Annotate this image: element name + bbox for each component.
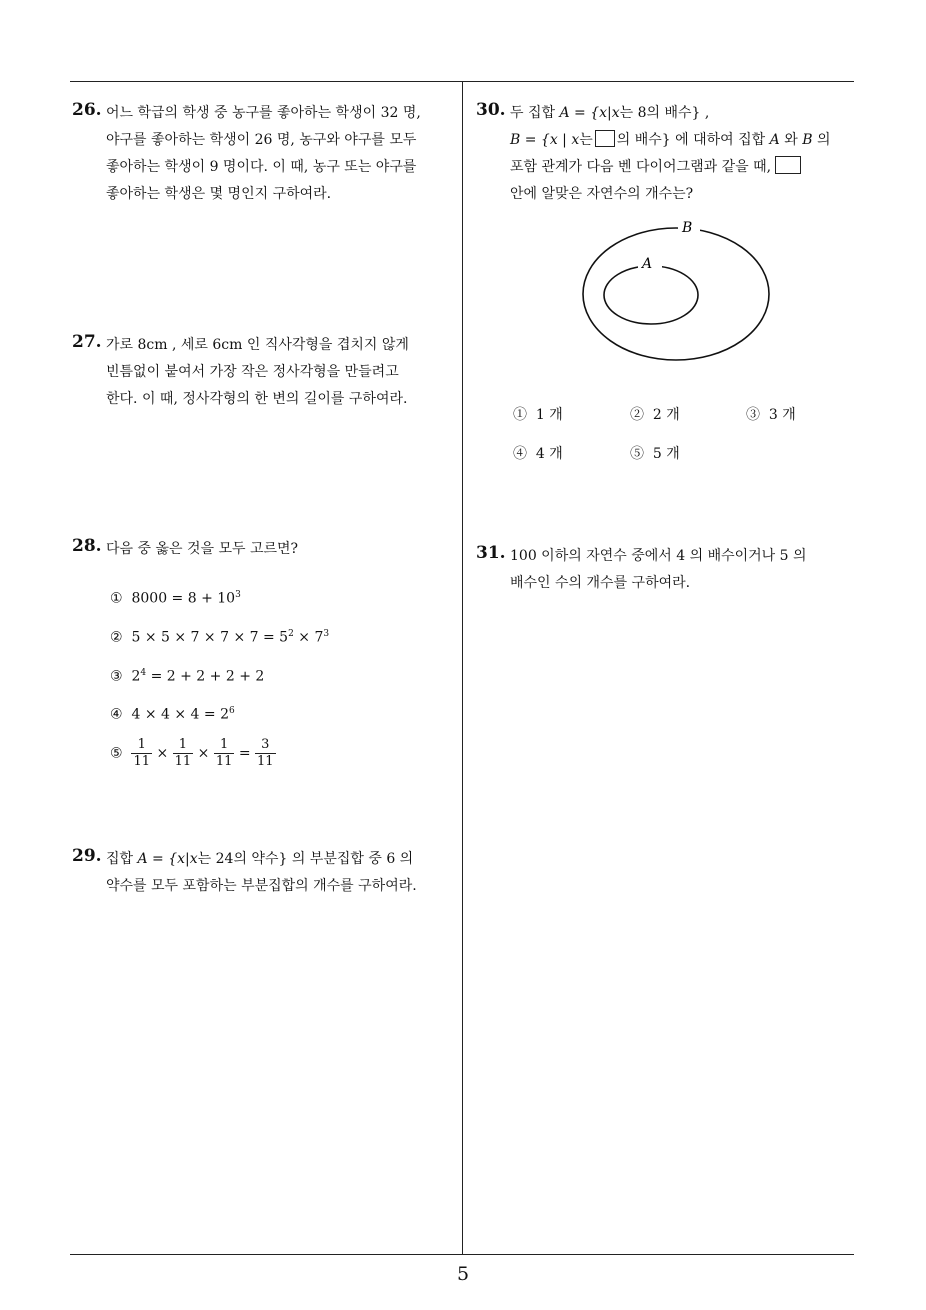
question-number: 31. bbox=[476, 543, 506, 563]
text-line: 다음 중 옳은 것을 모두 고르면? bbox=[106, 541, 299, 557]
text-line: 배수인 수의 개수를 구하여라. bbox=[510, 575, 691, 591]
question-text bbox=[106, 332, 409, 413]
set-a-ellipse bbox=[604, 266, 698, 324]
text-line: 가로 8cm , 세로 6cm 인 직사각형을 겹치지 않게 bbox=[106, 337, 409, 353]
question-text bbox=[106, 846, 417, 900]
option-2: ② $5 \times 5 \times 7 \times 7 \times 7 = 5^2 \times 7^3$ bbox=[110, 629, 330, 646]
question-number: 29. bbox=[72, 846, 102, 866]
choice-5: ⑤ 5 개 bbox=[630, 446, 680, 462]
text-line: 집합 A = {x|x는 24의 약수} 의 부분집합 중 6 의 bbox=[106, 851, 414, 867]
choice-1: ① 1 개 bbox=[513, 407, 563, 423]
text-line: 빈틈없이 붙여서 가장 작은 정사각형을 만들려고 bbox=[106, 364, 399, 380]
text-line: 한다. 이 때, 정사각형의 한 변의 길이를 구하여라. bbox=[106, 391, 408, 407]
column-divider bbox=[462, 82, 463, 1254]
venn-diagram bbox=[578, 214, 778, 368]
fraction: $\frac{1}{11}$ bbox=[133, 737, 151, 769]
text-line: 좋아하는 학생이 9 명이다. 이 때, 농구 또는 야구를 bbox=[106, 159, 417, 175]
text-line: 두 집합 A = {x|x는 8의 배수} , bbox=[510, 105, 710, 121]
question-number: 28. bbox=[72, 536, 102, 556]
text-line: 안에 알맞은 자연수의 개수는? bbox=[510, 186, 694, 202]
blank-box bbox=[595, 130, 615, 147]
option-1: ① $8000 = 8 + 10^3$ bbox=[110, 590, 241, 607]
choice-3: ③ 3 개 bbox=[746, 407, 796, 423]
set-a-label: A bbox=[642, 256, 653, 272]
question-text bbox=[510, 543, 807, 597]
option-5: ⑤ $\frac{1}{11}$ × $\frac{1}{11}$ × $\frac{1}{11}$ = $\frac{3}{11}$ bbox=[110, 737, 274, 769]
text-line: 포함 관계가 다음 벤 다이어그램과 같을 때, bbox=[510, 154, 831, 181]
fraction: $\frac{3}{11}$ bbox=[257, 737, 274, 769]
question-text bbox=[106, 536, 298, 563]
choice-2: ② 2 개 bbox=[630, 407, 680, 423]
text-line: 좋아하는 학생은 몇 명인지 구하여라. bbox=[106, 186, 332, 202]
option-3: ③ $2^4 = 2 + 2 + 2 + 2$ bbox=[110, 668, 265, 685]
set-b-label: B bbox=[682, 220, 693, 236]
question-text bbox=[106, 100, 421, 208]
set-b-ellipse bbox=[583, 228, 769, 360]
question-number: 27. bbox=[72, 332, 102, 352]
text-line: B = {x | x는 의 배수} 에 대하여 집합 A 와 B 의 bbox=[510, 132, 831, 148]
venn-svg bbox=[578, 214, 778, 364]
page-number: 5 bbox=[456, 1263, 470, 1285]
fraction: $\frac{1}{11}$ bbox=[174, 737, 192, 769]
text-line: 약수를 모두 포함하는 부분집합의 개수를 구하여라. bbox=[106, 878, 417, 894]
fraction: $\frac{1}{11}$ bbox=[215, 737, 233, 769]
blank-box bbox=[775, 156, 801, 174]
text-line: 어느 학급의 학생 중 농구를 좋아하는 학생이 32 명, bbox=[106, 105, 421, 121]
question-text bbox=[510, 100, 831, 208]
bottom-rule bbox=[70, 1254, 854, 1255]
text-line: 100 이하의 자연수 중에서 4 의 배수이거나 5 의 bbox=[510, 548, 807, 564]
question-number: 26. bbox=[72, 100, 102, 120]
question-number: 30. bbox=[476, 100, 506, 120]
choice-4: ④ 4 개 bbox=[513, 446, 563, 462]
text-line: 야구를 좋아하는 학생이 26 명, 농구와 야구를 모두 bbox=[106, 132, 417, 148]
option-4: ④ $4 \times 4 \times 4 = 2^6$ bbox=[110, 706, 235, 723]
